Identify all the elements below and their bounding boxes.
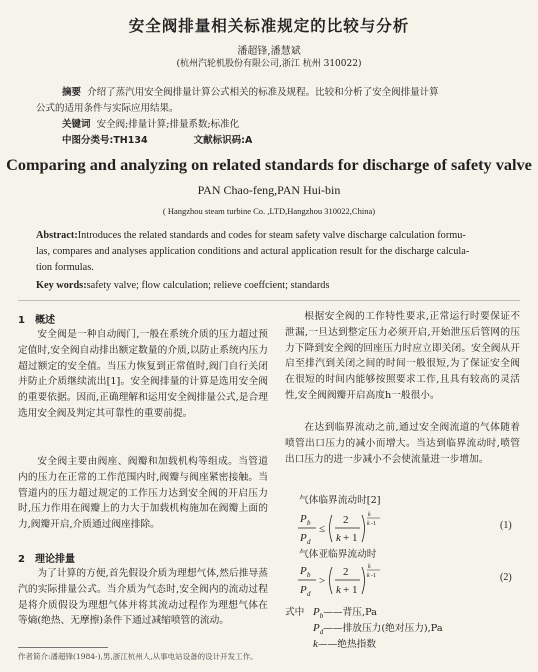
svg-text:P: P <box>300 584 307 596</box>
symbol-k: k <box>313 638 318 650</box>
symbol-pd: $P_d$ <box>313 622 324 637</box>
english-abstract-line-1 <box>36 230 466 241</box>
svg-text:d: d <box>307 538 311 546</box>
definition-pd-text: ——排放压力(绝对压力),Pa <box>323 623 443 634</box>
svg-text:2: 2 <box>343 514 349 526</box>
svg-text:≤: ≤ <box>319 523 326 535</box>
svg-text:-1: -1 <box>371 521 376 527</box>
section-2-heading: 2 理论排量 <box>18 554 75 565</box>
chinese-keywords-label: 关键词 <box>62 119 91 130</box>
definition-pd <box>313 620 443 636</box>
svg-text:k: k <box>336 584 341 596</box>
definition-pb-text: ——背压,Pa <box>323 607 377 618</box>
right-paragraph-2: 在达到临界流动之前,通过安全阀流道的气体随着喷管出口压力的减小而增大。当达到临界流动时,喷管出口压力的进一步减小不会使流量进一步增加。 <box>285 422 520 465</box>
chinese-keywords <box>62 116 239 130</box>
english-title: Comparing and analyzing on related standards for discharge of safety valve <box>6 155 532 174</box>
chinese-authors: 潘超锋,潘慧斌 <box>237 46 301 57</box>
chinese-abstract-label: 摘要 <box>62 87 82 98</box>
svg-text:+ 1: + 1 <box>343 532 358 544</box>
english-keywords <box>36 280 329 291</box>
chinese-keywords-text: 安全阀;排量计算;排量系数;标准化 <box>96 119 240 130</box>
english-abstract-line-2: las, compares and analyses application conditions and actural application result for the discharge calcula- <box>36 246 470 257</box>
equation-2-number: (2) <box>500 572 512 583</box>
critical-flow-label: 气体临界流动时[2] <box>299 495 381 506</box>
doc-code-label: 文献标识码: <box>193 135 245 146</box>
header-divider <box>18 300 520 301</box>
english-abstract-text-1: Introduces the related standards and codes for steam safety valve discharge calculation formu- <box>77 230 466 241</box>
svg-text:k: k <box>367 521 370 527</box>
section-1-paragraph-2: 安全阀主要由阀座、阀瓣和加载机构等组成。当管道内的压力在正常的工作范围内时,阀瓣与阀座紧密接触。当管道内的压力超过规定的工作压力达到安全阀的开启压力时,压力作用在阀瓣上的力大于加载机构施加在阀瓣上面的力,阀瓣开启,介质通过阀座排除。 <box>18 456 268 531</box>
definition-k-text: ——绝热指数 <box>317 639 377 650</box>
english-affiliation: ( Hangzhou steam turbine Co. ,LTD,Hangzhou 310022,China) <box>162 206 376 216</box>
chinese-classification <box>62 132 252 146</box>
english-abstract-line-3: tion formulas. <box>36 262 94 273</box>
footnote-rule <box>18 647 108 648</box>
section-1-heading: 1 概述 <box>18 315 55 326</box>
section-1-paragraph-1: 安全阀是一种自动阀门,一般在系统介质的压力超过预定值时,安全阀自动排出额定数量的介质,以防止系统内压力超过额定的安全值。当压力恢复到正常值时,阀门自行关闭并防止介质继续流出[1]。安全阀排量的计算是选用安全阀的重要依据。因而,正确理解和运用安全阀排量公式,是合理选用安全阀及判定其可靠性的重要前提。 <box>18 329 268 419</box>
svg-text:+ 1: + 1 <box>343 584 358 596</box>
svg-text:P: P <box>300 532 307 544</box>
section-2-paragraph-1: 为了计算的方便,首先假设介质为理想气体,然后推导蒸汽的实际排量公式。当介质为气态时,安全阀内的流动过程是将介质假设为理想气体并将其流动过程作为理想气体在等熵(绝热、无摩擦)条件下通过减缩喷管的流动。 <box>18 568 268 627</box>
chinese-abstract-line-1 <box>62 84 439 98</box>
definition-k <box>313 636 376 650</box>
subcritical-flow-label: 气体亚临界流动时 <box>299 549 377 560</box>
chinese-abstract-text-1: 介绍了蒸汽用安全阀排量计算公式相关的标准及规程。比较和分析了安全阀排量计算 <box>87 87 439 98</box>
clc-code: TH134 <box>113 135 148 146</box>
svg-text:2: 2 <box>343 566 349 578</box>
definitions-where-label: 式中 <box>285 607 305 618</box>
svg-text:P: P <box>300 565 307 577</box>
svg-text:b: b <box>307 571 311 579</box>
equation-2 <box>296 558 426 602</box>
chinese-abstract-line-2: 公式的适用条件与实际应用结果。 <box>36 103 179 114</box>
equation-1-number: (1) <box>500 520 512 531</box>
right-paragraph-1: 根据安全阀的工作特性要求,正常运行时要保证不泄漏,一旦达到整定压力必须开启,开始泄压后管网的压力下降到安全阀的回座压力时应立即关闭。安全阀从开启至排汽到关闭之间的时间一般很短,为了保证安全阀在很短的时间内能够按照要求工作,且具有较高的灵活性,安全阀阀瓣开启高度h一般很小。 <box>285 311 520 401</box>
clc-label: 中图分类号: <box>62 135 114 146</box>
english-authors: PAN Chao-feng,PAN Hui-bin <box>197 183 341 197</box>
svg-text:k: k <box>368 512 371 518</box>
definition-pb <box>313 604 377 620</box>
svg-text:>: > <box>319 575 326 587</box>
svg-text:k: k <box>367 573 370 579</box>
chinese-affiliation: (杭州汽轮机股份有限公司,浙江 杭州 310022) <box>176 59 362 69</box>
english-keywords-label: Key words: <box>36 280 87 291</box>
chinese-title: 安全阀排量相关标准规定的比较与分析 <box>128 17 410 35</box>
svg-text:d: d <box>307 590 311 598</box>
symbol-pb: $P_b$ <box>313 606 324 621</box>
svg-text:P: P <box>300 513 307 525</box>
english-keywords-text: safety valve; flow calculation; relieve coeffcient; standards <box>86 280 330 291</box>
svg-text:b: b <box>307 519 311 527</box>
doc-code: A <box>244 135 253 146</box>
equation-1 <box>296 506 426 550</box>
english-abstract-label: Abstract: <box>36 230 78 241</box>
author-footnote: 作者简介:潘超锋(1984-),男,浙江杭州人,从事电站设备的设计开发工作。 <box>18 652 258 661</box>
svg-text:k: k <box>336 532 341 544</box>
svg-text:-1: -1 <box>371 573 376 579</box>
svg-text:k: k <box>368 564 371 570</box>
